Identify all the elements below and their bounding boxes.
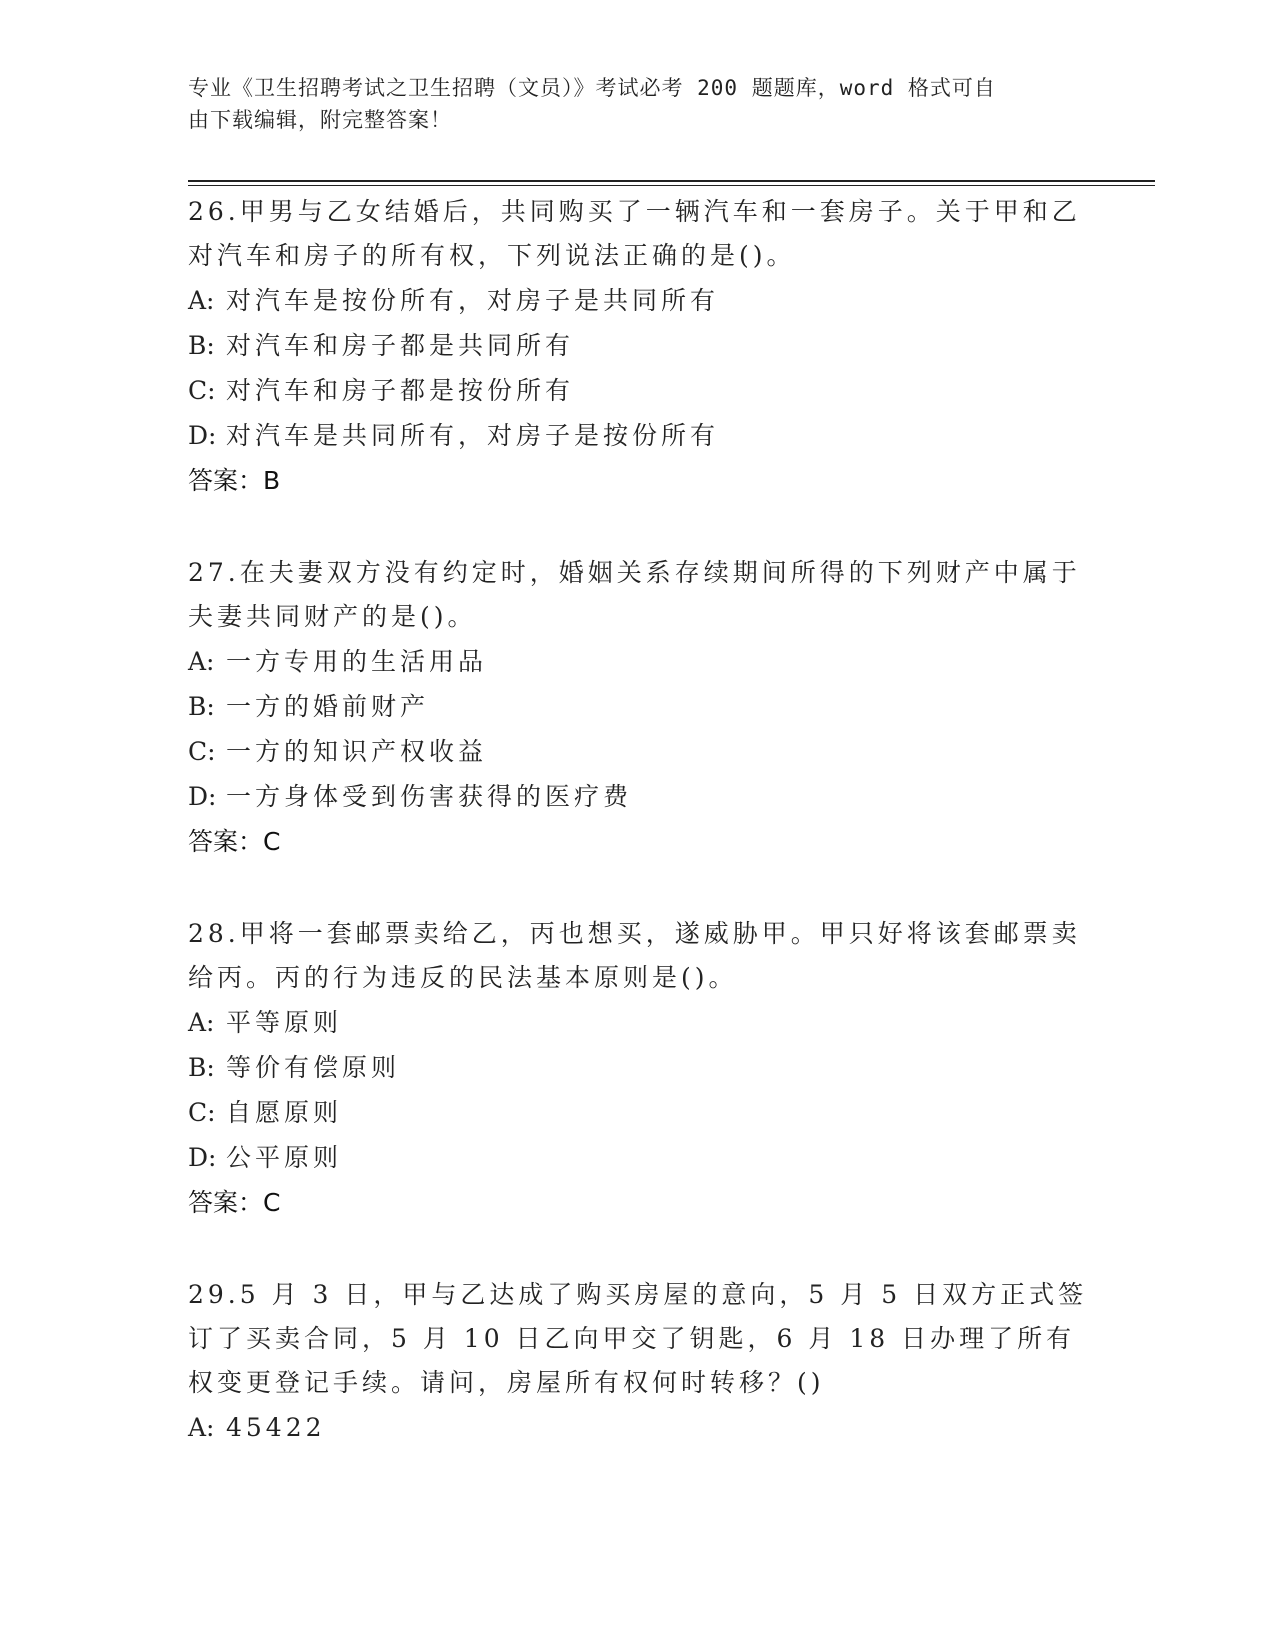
question-list	[188, 190, 1088, 1497]
option-text: 自愿原则	[226, 1098, 343, 1127]
option-b	[188, 684, 1088, 729]
option-text: 公平原则	[226, 1143, 343, 1172]
question-text: 28.甲将一套邮票卖给乙，丙也想买，遂威胁甲。甲只好将该套邮票卖给丙。丙的行为违反的民法基本原则是()。	[188, 919, 1081, 992]
option-letter: D:	[188, 421, 217, 450]
option-text: 等价有偿原则	[226, 1053, 401, 1082]
option-text: 一方身体受到伤害获得的医疗费	[226, 782, 633, 811]
option-letter: A:	[188, 647, 215, 676]
option-text: 一方专用的生活用品	[226, 647, 488, 676]
option-a	[188, 639, 1088, 684]
option-letter: B:	[188, 331, 215, 360]
option-letter: A:	[188, 1413, 215, 1442]
option-letter: C:	[188, 1098, 216, 1127]
header-rule-top	[188, 180, 1155, 182]
option-c	[188, 729, 1088, 774]
option-letter: C:	[188, 737, 216, 766]
option-text: 对汽车是按份所有，对房子是共同所有	[226, 286, 720, 315]
answer: 答案：B	[188, 466, 281, 495]
option-b	[188, 323, 1088, 368]
option-a	[188, 1405, 1088, 1450]
option-text: 对汽车是共同所有，对房子是按份所有	[226, 421, 720, 450]
question-text: 29.5 月 3 日，甲与乙达成了购买房屋的意向，5 月 5 日双方正式签订了买卖合同，5 月 10 日乙向甲交了钥匙，6 月 18 日办理了所有权变更登记手续。请问，房屋所有权何时转移？()	[188, 1280, 1088, 1397]
question-29	[188, 1273, 1088, 1450]
option-d	[188, 413, 1088, 458]
answer: 答案：C	[188, 827, 281, 856]
option-text: 对汽车和房子都是按份所有	[226, 376, 575, 405]
question-text: 27.在夫妻双方没有约定时，婚姻关系存续期间所得的下列财产中属于夫妻共同财产的是()。	[188, 558, 1081, 631]
option-text: 一方的婚前财产	[226, 692, 430, 721]
question-text: 26.甲男与乙女结婚后，共同购买了一辆汽车和一套房子。关于甲和乙对汽车和房子的所有权，下列说法正确的是()。	[188, 197, 1081, 270]
option-letter: C:	[188, 376, 216, 405]
header-rule-bottom	[188, 185, 1155, 186]
option-letter: D:	[188, 1143, 217, 1172]
document-header	[188, 72, 1088, 136]
option-text: 对汽车和房子都是共同所有	[226, 331, 575, 360]
option-letter: A:	[188, 1008, 215, 1037]
option-text: 一方的知识产权收益	[226, 737, 488, 766]
option-b	[188, 1045, 1088, 1090]
option-c	[188, 1090, 1088, 1135]
option-letter: D:	[188, 782, 217, 811]
option-letter: B:	[188, 1053, 215, 1082]
question-27	[188, 551, 1088, 865]
option-letter: B:	[188, 692, 215, 721]
header-line-2: 由下载编辑，附完整答案！	[188, 108, 452, 132]
option-c	[188, 368, 1088, 413]
option-a	[188, 278, 1088, 323]
option-text: 平等原则	[226, 1008, 343, 1037]
header-line-1: 专业《卫生招聘考试之卫生招聘（文员）》考试必考 200 题题库，word 格式可自	[188, 76, 996, 100]
option-d	[188, 1135, 1088, 1180]
question-28	[188, 912, 1088, 1226]
option-d	[188, 774, 1088, 819]
option-text: 45422	[226, 1413, 326, 1442]
question-26	[188, 190, 1088, 504]
option-a	[188, 1000, 1088, 1045]
option-letter: A:	[188, 286, 215, 315]
answer: 答案：C	[188, 1188, 281, 1217]
